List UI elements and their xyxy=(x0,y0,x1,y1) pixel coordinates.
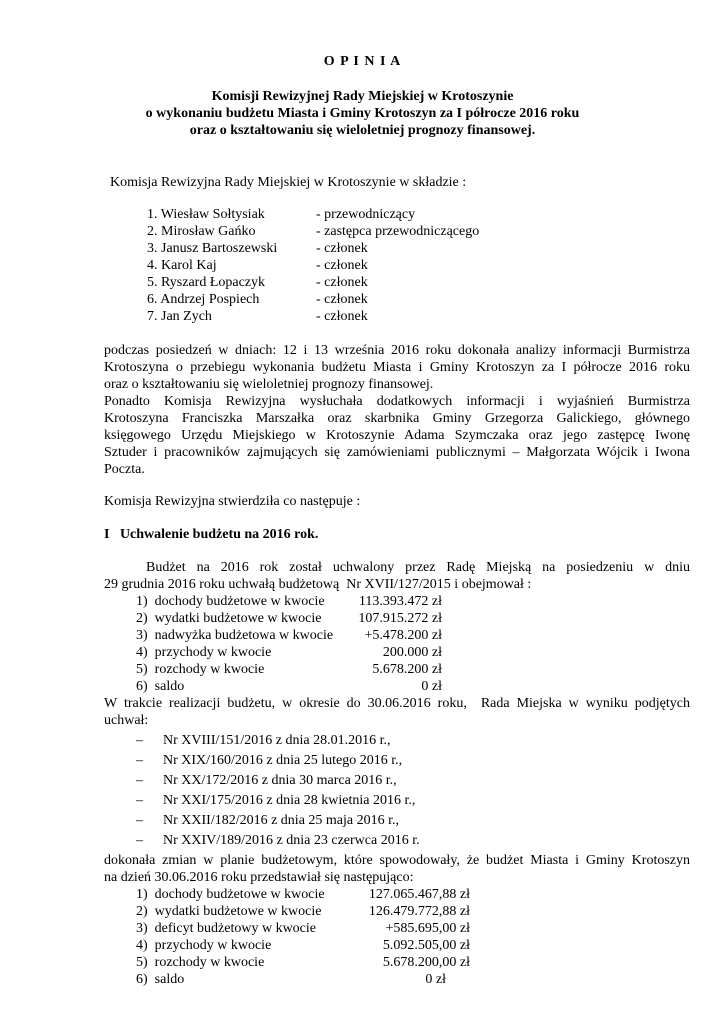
resolution-item: Nr XX/172/2016 z dnia 30 marca 2016 r., xyxy=(163,773,397,788)
final-item-label: 3) deficyt budżetowy w kwocie xyxy=(136,921,316,936)
document-title: O P I N I A xyxy=(323,54,402,69)
budget-item-value: 107.915.272 zł xyxy=(358,611,442,626)
member-name: 7. Jan Zych xyxy=(147,309,212,324)
final-item-label: 5) rozchody w kwocie xyxy=(136,955,265,970)
budget-item-value: 5.678.200 zł xyxy=(372,662,442,677)
member-role: - zastępca przewodniczącego xyxy=(316,224,480,239)
dash-bullet: – xyxy=(136,813,143,828)
member-role: - członek xyxy=(316,241,368,256)
subtitle-line-1: Komisji Rewizyjnej Rady Miejskiej w Krotoszynie xyxy=(211,89,514,104)
subtitle-line-3: oraz o kształtowaniu się wieloletniej prognozy finansowej. xyxy=(189,123,536,138)
paragraph-line: 29 grudnia 2016 roku uchwałą budżetową Nr XVII/127/2015 i obejmował : xyxy=(104,577,532,592)
member-role: - członek xyxy=(316,292,368,307)
budget-item-value: 0 zł xyxy=(421,679,442,694)
resolution-item: Nr XXII/182/2016 z dnia 25 maja 2016 r., xyxy=(163,813,400,828)
section-heading: I Uchwalenie budżetu na 2016 rok. xyxy=(104,527,319,542)
member-role: - członek xyxy=(316,275,368,290)
paragraph-line: Krotoszyna o przebiegu wykonania budżetu Miasta i Gminy Krotoszyn za I półrocze 2016 roku xyxy=(104,360,690,375)
budget-item-label: 4) przychody w kwocie xyxy=(136,645,272,660)
paragraph-line: dokonała zmian w planie budżetowym, które spowodowały, że budżet Miasta i Gminy Krotoszyn xyxy=(104,853,690,868)
budget-item-label: 6) saldo xyxy=(136,679,185,694)
budget-item-value: 200.000 zł xyxy=(382,645,442,660)
member-name: 5. Ryszard Łopaczyk xyxy=(147,275,266,290)
budget-item-label: 1) dochody budżetowe w kwocie xyxy=(136,594,325,609)
member-name: 6. Andrzej Pospiech xyxy=(147,292,260,307)
statement-text: Komisja Rewizyjna stwierdziła co następuje : xyxy=(104,494,361,509)
dash-bullet: – xyxy=(136,833,143,848)
dash-bullet: – xyxy=(136,753,143,768)
paragraph-line: Ponadto Komisja Rewizyjna wysłuchała dodatkowych informacji i wyjaśnień Burmistrza xyxy=(104,394,690,409)
member-role: - członek xyxy=(316,258,368,273)
budget-item-label: 3) nadwyżka budżetowa w kwocie xyxy=(136,628,334,643)
member-role: - przewodniczący xyxy=(316,207,416,222)
paragraph-line: na dzień 30.06.2016 roku przedstawiał się następująco: xyxy=(104,870,414,885)
paragraph-line: podczas posiedzeń w dniach: 12 i 13 września 2016 roku dokonała analizy informacji Burmistrza xyxy=(104,343,690,358)
dash-bullet: – xyxy=(136,733,143,748)
member-name: 2. Mirosław Gańko xyxy=(147,224,256,239)
budget-item-label: 2) wydatki budżetowe w kwocie xyxy=(136,611,322,626)
paragraph-line: Krotoszyna Franciszka Marszałka oraz skarbnika Gminy Grzegorza Galickiego, głównego xyxy=(104,411,690,426)
paragraph-line: księgowego Urzędu Miejskiego w Krotoszynie Adama Szymczaka oraz jego zastępcę Iwonę xyxy=(104,428,690,443)
intro-text: Komisja Rewizyjna Rady Miejskiej w Krotoszynie w składzie : xyxy=(110,175,467,190)
final-item-label: 4) przychody w kwocie xyxy=(136,938,272,953)
final-item-value: +585.695,00 zł xyxy=(385,921,470,936)
final-item-label: 6) saldo xyxy=(136,972,185,987)
paragraph-line: Poczta. xyxy=(104,462,145,477)
resolution-item: Nr XIX/160/2016 z dnia 25 lutego 2016 r., xyxy=(163,753,403,768)
member-name: 3. Janusz Bartoszewski xyxy=(147,241,278,256)
final-item-value: 5.678.200,00 zł xyxy=(382,955,470,970)
dash-bullet: – xyxy=(136,773,143,788)
dash-bullet: – xyxy=(136,793,143,808)
resolution-item: Nr XXIV/189/2016 z dnia 23 czerwca 2016 r. xyxy=(163,833,420,848)
final-item-value: 126.479.772,88 zł xyxy=(368,904,470,919)
resolution-item: Nr XVIII/151/2016 z dnia 28.01.2016 r., xyxy=(163,733,391,748)
paragraph-line: Budżet na 2016 rok został uchwalony przez Radę Miejską na posiedzeniu w dniu xyxy=(146,560,690,575)
final-item-value: 0 zł xyxy=(425,972,446,987)
paragraph-line: W trakcie realizacji budżetu, w okresie do 30.06.2016 roku, Rada Miejska w wyniku podjętych xyxy=(104,696,690,711)
paragraph-line: Sztuder i pracowników zajmujących się zamówieniami publicznymi – Małgorzata Wójcik i Iwona xyxy=(104,445,690,460)
paragraph-line: oraz o kształtowaniu się wieloletniej prognozy finansowej. xyxy=(104,377,434,392)
final-item-value: 127.065.467,88 zł xyxy=(368,887,470,902)
subtitle-line-2: o wykonaniu budżetu Miasta i Gminy Krotoszyn za I półrocze 2016 roku xyxy=(145,106,580,121)
final-item-value: 5.092.505,00 zł xyxy=(382,938,470,953)
member-name: 1. Wiesław Sołtysiak xyxy=(147,207,265,222)
member-name: 4. Karol Kaj xyxy=(147,258,217,273)
paragraph-line: uchwał: xyxy=(104,713,149,728)
final-item-label: 1) dochody budżetowe w kwocie xyxy=(136,887,325,902)
budget-item-label: 5) rozchody w kwocie xyxy=(136,662,265,677)
budget-item-value: +5.478.200 zł xyxy=(364,628,442,643)
member-role: - członek xyxy=(316,309,368,324)
resolution-item: Nr XXI/175/2016 z dnia 28 kwietnia 2016 r., xyxy=(163,793,416,808)
budget-item-value: 113.393.472 zł xyxy=(358,594,442,609)
final-item-label: 2) wydatki budżetowe w kwocie xyxy=(136,904,322,919)
